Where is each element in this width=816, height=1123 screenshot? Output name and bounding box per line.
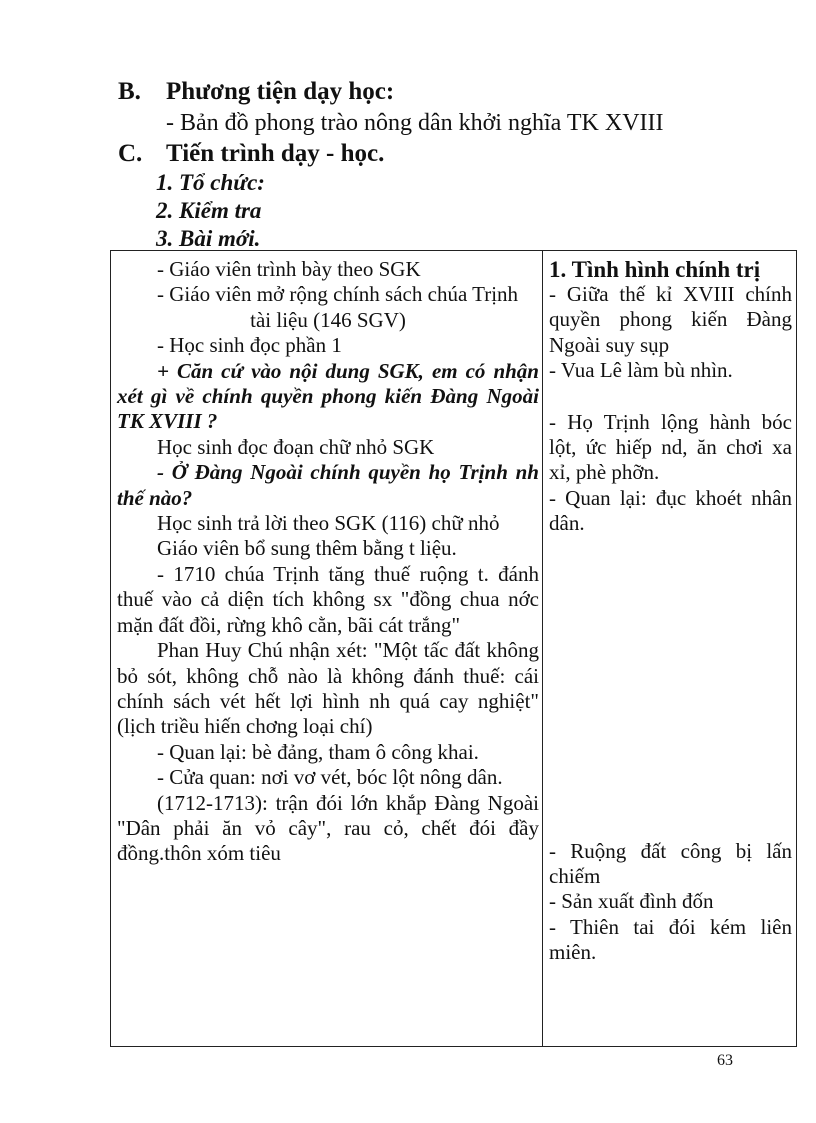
left-question: + Căn cứ vào nội dung SGK, em có nhận xét gì về chính quyền phong kiến Đàng Ngoài TK XVIII ? <box>117 358 539 434</box>
left-para: Học sinh trả lời theo SGK (116) chữ nhỏ <box>157 511 500 536</box>
section-c-title: Tiến trình dạy - học. <box>166 140 385 167</box>
page-number: 63 <box>717 1052 733 1069</box>
section-c-label: C. <box>118 140 143 167</box>
right-item: - Ruộng đất công bị lấn chiếm <box>549 838 792 889</box>
left-para: - 1710 chúa Trịnh tăng thuế ruộng t. đánh thuế vào cả diện tích không sx "đồng chua nớc mặn đất đồi, rừng khô cằn, bãi cát trắng" <box>117 561 539 637</box>
right-item: - Vua Lê làm bù nhìn. <box>549 358 733 383</box>
right-item: - Họ Trịnh lộng hành bóc lột, ức hiếp nd, ăn chơi xa xỉ, phè phỡn. <box>549 409 792 485</box>
section-b-title: Phương tiện dạy học: <box>166 78 395 105</box>
left-para: Học sinh đọc đoạn chữ nhỏ SGK <box>157 434 435 459</box>
left-para: - Giáo viên mở rộng chính sách chúa Trịnh <box>157 282 519 307</box>
column-divider <box>542 251 543 1046</box>
sub-heading-2: 2. Kiểm tra <box>156 198 262 223</box>
sub-heading-3: 3. Bài mới. <box>156 226 261 251</box>
section-c-heading <box>118 140 384 168</box>
teacher-activities-column <box>117 257 539 867</box>
lesson-table <box>110 250 797 1047</box>
left-para: Giáo viên bổ sung thêm bằng t liệu. <box>157 536 457 561</box>
sub-heading-1: 1. Tổ chức: <box>156 170 265 195</box>
section-b-item: - Bản đồ phong trào nông dân khởi nghĩa TK XVIII <box>166 110 664 136</box>
left-para: - Quan lại: bè đảng, tham ô công khai. <box>157 739 479 764</box>
right-item: - Thiên tai đói kém liên miên. <box>549 914 792 965</box>
section-b-heading <box>118 78 394 106</box>
section-b-label: B. <box>118 78 141 105</box>
right-heading: 1. Tình hình chính trị <box>549 257 761 282</box>
left-para: tài liệu (146 SGV) <box>250 307 406 332</box>
left-para: (1712-1713): trận đói lớn khắp Đàng Ngoài "Dân phải ăn vỏ cây", rau cỏ, chết đói đầy đồng.thôn xóm tiêu <box>117 790 539 866</box>
right-item: - Sản xuất đình đốn <box>549 889 714 914</box>
content-column <box>549 257 792 966</box>
left-question: - Ở Đàng Ngoài chính quyền họ Trịnh nh thế nào? <box>117 460 539 510</box>
right-item: - Quan lại: đục khoét nhân dân. <box>549 485 792 536</box>
right-item: - Giữa thế kỉ XVIII chính quyền phong kiến Đàng Ngoài suy sụp <box>549 282 792 357</box>
left-para: - Học sinh đọc phần 1 <box>157 333 342 358</box>
left-para: - Giáo viên trình bày theo SGK <box>157 257 421 281</box>
left-para: - Cửa quan: nơi vơ vét, bóc lột nông dân. <box>157 765 503 790</box>
left-para: Phan Huy Chú nhận xét: "Một tấc đất không bỏ sót, không chỗ nào là không đánh thuế: cái chính sách vét hết lợi hình nh quá cay nghiệt" (lịch triều hiến chơng loại chí) <box>117 638 539 739</box>
